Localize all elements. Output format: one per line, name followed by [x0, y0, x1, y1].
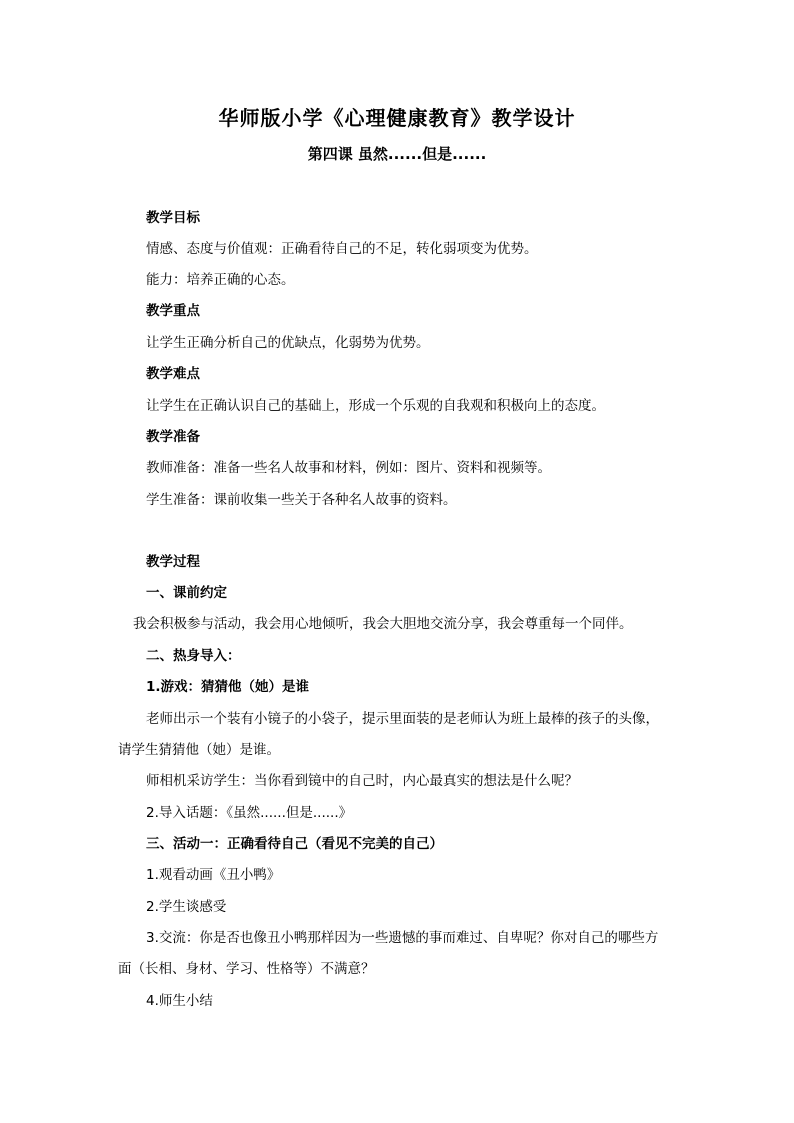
heading-teaching-difficulty: 教学难点	[146, 366, 200, 382]
paragraph-line: 情感、态度与价值观：正确看待自己的不足，转化弱项变为优势。	[146, 241, 538, 257]
paragraph-line: 师相机采访学生：当你看到镜中的自己时，内心最真实的想法是什么呢？	[146, 773, 578, 789]
paragraph-line: 面（长相、身材、学习、性格等）不满意？	[118, 961, 375, 977]
section-heading: 一、课前约定	[146, 585, 227, 601]
paragraph-line: 学生准备：课前收集一些关于各种名人故事的资料。	[146, 492, 457, 508]
subsection-heading: 1.游戏：猜猜他（她）是谁	[146, 679, 310, 695]
paragraph-line: 让学生在正确认识自己的基础上，形成一个乐观的自我观和积极向上的态度。	[146, 398, 605, 414]
paragraph-line: 2.学生谈感受	[146, 899, 227, 915]
paragraph-line: 教师准备：准备一些名人故事和材料，例如：图片、资料和视频等。	[146, 460, 551, 476]
paragraph-line: 3.交流：你是否也像丑小鸭那样因为一些遗憾的事而难过、自卑呢？你对自己的哪些方	[146, 930, 659, 946]
section-heading: 二、热身导入：	[146, 648, 241, 664]
document-title: 华师版小学《心理健康教育》教学设计	[218, 106, 576, 130]
paragraph-line: 4.师生小结	[146, 993, 213, 1009]
paragraph-line: 2.导入话题：《虽然......但是......》	[146, 805, 353, 821]
paragraph-line: 请学生猜猜他（她）是谁。	[118, 742, 280, 758]
heading-teaching-objectives: 教学目标	[146, 210, 200, 226]
paragraph-line: 老师出示一个装有小镜子的小袋子，提示里面装的是老师认为班上最棒的孩子的头像，	[146, 711, 659, 727]
section-heading: 三、活动一：正确看待自己（看见不完美的自己）	[146, 836, 443, 852]
document-subtitle: 第四课 虽然......但是......	[307, 145, 487, 163]
heading-teaching-preparation: 教学准备	[146, 429, 200, 445]
paragraph-line: 1.观看动画《丑小鸭》	[146, 867, 281, 883]
paragraph-line: 我会积极参与活动，我会用心地倾听，我会大胆地交流分享，我会尊重每一个同伴。	[133, 616, 633, 632]
paragraph-line: 让学生正确分析自己的优缺点，化弱势为优势。	[146, 335, 430, 351]
heading-teaching-focus: 教学重点	[146, 303, 200, 319]
paragraph-line: 能力：培养正确的心态。	[146, 272, 295, 288]
heading-teaching-process: 教学过程	[146, 554, 200, 570]
